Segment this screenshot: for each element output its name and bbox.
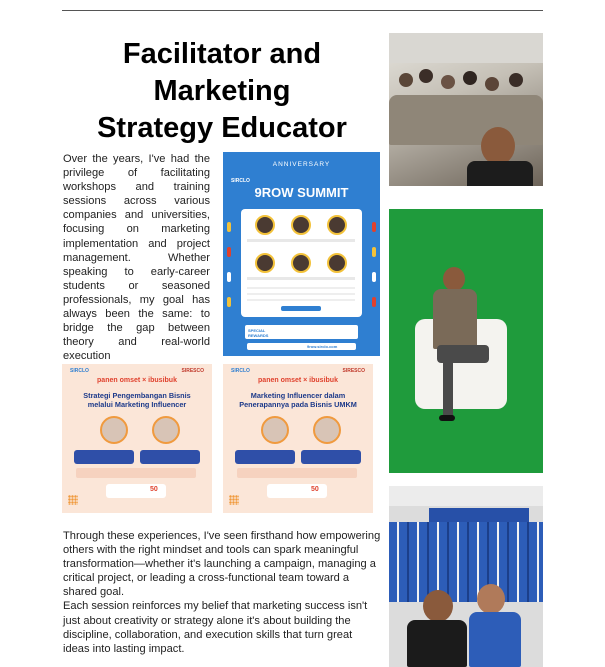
speaker-list-row <box>247 287 355 289</box>
speaker-avatar <box>327 253 347 273</box>
deco-shape <box>372 297 376 307</box>
speaker-name-row <box>247 239 355 242</box>
speaker-name-pill <box>140 450 200 464</box>
closing-paragraph-1: Through these experiences, I've seen firsthand how empowering others with the right mindset and tools can spark meaningful transformation—whether it's launching a campaign, managing a critical project, or leading a cross-functional team toward a shared goal. <box>63 530 381 599</box>
webinar-discount-box <box>106 484 166 498</box>
speaker-tag <box>281 306 321 311</box>
speaker-avatar <box>291 253 311 273</box>
poster-site: 9row.sirclo.com <box>307 344 338 349</box>
presenter-face <box>481 127 515 165</box>
selfie-person-body <box>407 620 467 667</box>
speaker-name-row <box>247 277 355 280</box>
dot-pattern <box>68 495 78 505</box>
audience-person <box>463 71 477 85</box>
speaker-photo <box>100 416 128 444</box>
webinar-discount: 50 <box>150 486 158 493</box>
presenter-body <box>467 161 533 186</box>
webinar-title: Strategi Pengembangan Bisnis melalui Marketing Influencer <box>83 391 191 409</box>
deco-shape <box>227 247 231 257</box>
speaker-shirt <box>433 289 477 349</box>
campus-group-photo <box>389 486 543 667</box>
webinar-collab: panen omset × ibusibuk <box>97 377 177 384</box>
banner <box>429 508 529 522</box>
deco-shape <box>372 247 376 257</box>
speaker-avatar <box>255 253 275 273</box>
intro-paragraph: Over the years, I've had the privilege of facilitating workshops and training sessions across various companies and universities, focusing on marketing implementation and project management. Whether speaking to early-career students or seasoned professionals, my goal has always been the same: to bridge the gap between theory and real-world execution <box>63 153 210 363</box>
speaker-leg <box>443 363 453 419</box>
poster-site-bar <box>247 343 356 350</box>
webinar-discount-box <box>267 484 327 498</box>
selfie-person-body <box>469 612 521 667</box>
webinar-collab: panen omset × ibusibuk <box>258 377 338 384</box>
selfie-person-face <box>423 590 453 622</box>
closing-text <box>63 529 381 656</box>
deco-shape <box>227 297 231 307</box>
speaker-photo <box>152 416 180 444</box>
poster-anniversary-label: ANNIVERSARY <box>272 161 331 168</box>
deco-shape <box>372 222 376 232</box>
title-line-3: Strategy Educator <box>97 112 347 144</box>
webinar-logo-right: SIRESCO <box>342 368 365 374</box>
speaker-green-screen-photo <box>389 209 543 473</box>
title-line-2: Marketing <box>153 75 291 107</box>
speaker-shoe <box>439 415 455 421</box>
webinar-logo-left: SIRCLO <box>70 368 89 374</box>
audience-person <box>399 73 413 87</box>
audience-person <box>419 69 433 83</box>
speaker-photo <box>313 416 341 444</box>
audience-selfie-photo <box>389 33 543 186</box>
webinar-logo-left: SIRCLO <box>231 368 250 374</box>
speaker-name-pill <box>74 450 134 464</box>
room-ceiling <box>389 486 543 506</box>
webinar-schedule-bar <box>237 468 357 478</box>
title-line-1: Facilitator and <box>122 38 322 70</box>
poster-headline: 9ROW SUMMIT <box>254 185 349 200</box>
students-group <box>389 522 543 602</box>
audience-person <box>485 77 499 91</box>
page-title <box>62 36 382 147</box>
speaker-name-pill <box>301 450 361 464</box>
deco-shape <box>372 272 376 282</box>
webinar-title: Marketing Influencer dalam Penerapannya pada Bisnis UMKM <box>239 391 357 409</box>
poster-brand: SIRCLO <box>231 178 250 184</box>
speaker-avatar <box>291 215 311 235</box>
webinar-poster-1 <box>62 364 212 513</box>
dot-pattern <box>229 495 239 505</box>
audience-rows <box>389 95 543 145</box>
webinar-poster-2 <box>223 364 373 513</box>
webinar-logo-right: SIRESCO <box>181 368 204 374</box>
special-rewards-box <box>245 325 358 339</box>
speaker-photo <box>261 416 289 444</box>
audience-person <box>441 75 455 89</box>
poster-speaker-card <box>241 209 362 317</box>
ceiling-area <box>389 33 543 63</box>
deco-shape <box>227 222 231 232</box>
speaker-legs <box>437 345 489 363</box>
special-rewards-label: SPECIAL REWARDS <box>248 328 269 338</box>
audience-person <box>509 73 523 87</box>
speaker-head <box>443 267 465 291</box>
speaker-list-row <box>247 299 355 301</box>
speaker-avatar <box>255 215 275 235</box>
closing-paragraph-2: Each session reinforces my belief that marketing success isn't just about creativity or strategy alone it's about building the discipline, collaboration, and execution skills that turn great ideas into lasting impact. <box>63 600 368 655</box>
speaker-list-row <box>247 293 355 295</box>
speaker-avatar <box>327 215 347 235</box>
webinar-schedule-bar <box>76 468 196 478</box>
selfie-person-face <box>477 584 505 614</box>
top-rule <box>62 10 543 11</box>
speaker-name-pill <box>235 450 295 464</box>
deco-shape <box>227 272 231 282</box>
summit-poster <box>223 152 380 356</box>
webinar-discount: 50 <box>311 486 319 493</box>
